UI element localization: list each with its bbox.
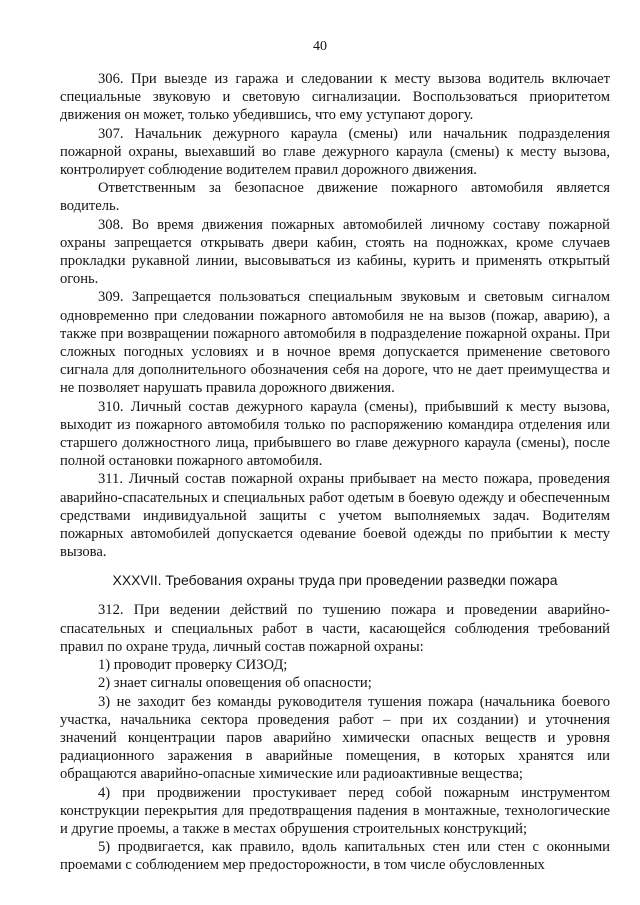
paragraph-309: 309. Запрещается пользоваться специальным звуковым и световым сигналом одновременно при следовании пожарного автомобиля не на вызов (пожар, аварию), а также при возвращении пожарного автомобиля в подразделение пожарной охраны. При сложных погодных условиях и в ночное время допускается применение светового сигнала для дополнительного обозначения себя на дороге, что не дает преимущества и не позволяет нарушать правила дорожного движения.: [60, 289, 610, 397]
list-item-3: 3) не заходит без команды руководителя тушения пожара (начальника боевого участка, начальника сектора проведения работ – при их создании) и уточнения значений концентрации паров аварийно химически опасных веществ и уровня радиационного заражения в аварийные помещения, в которых хранятся или обращаются аварийно-опасные химические или радиоактивные вещества;: [60, 693, 610, 783]
section-heading: XXXVII. Требования охраны труда при проведении разведки пожара: [112, 572, 558, 589]
paragraph-307: 307. Начальник дежурного караула (смены) или начальник подразделения пожарной охраны, выехавший во главе дежурного караула (смены) к месту вызова, контролирует соблюдение водителем правил дорожного движения.: [60, 125, 610, 179]
page-number: 40: [313, 39, 327, 54]
paragraph-driver-responsibility: Ответственным за безопасное движение пожарного автомобиля является водитель.: [60, 180, 610, 215]
paragraph-306: 306. При выезде из гаража и следовании к месту вызова водитель включает специальные звуковую и световую сигнализации. Воспользоваться приоритетом движения он может, только убедившись, что ему уступают дорогу.: [60, 71, 610, 124]
list-item-1: 1) проводит проверку СИЗОД;: [98, 657, 288, 674]
list-item-5: 5) продвигается, как правило, вдоль капитальных стен или стен с оконными проемами с соблюдением мер предосторожности, в том числе обусловленных: [60, 839, 610, 874]
list-item-2: 2) знает сигналы оповещения об опасности;: [98, 675, 372, 692]
paragraph-312: 312. При ведении действий по тушению пожара и проведении аварийно-спасательных и специальных работ в части, касающейся соблюдения требований правил по охране труда, личный состав пожарной охраны:: [60, 602, 610, 655]
list-item-4: 4) при продвижении простукивает перед собой пожарным инструментом конструкции перекрытия для предотвращения падения в монтажные, технологические и другие проемы, а также в местах обрушения строительных конструкций;: [60, 784, 610, 837]
paragraph-311: 311. Личный состав пожарной охраны прибывает на место пожара, проведения аварийно-спасательных и специальных работ одетым в боевую одежду и обеспеченным средствами индивидуальной защиты с учетом выполняемых задач. Водителям пожарных автомобилей допускается одевание боевой одежды по прибытии к месту вызова.: [60, 471, 610, 561]
document-body: [60, 70, 610, 875]
paragraph-308: 308. Во время движения пожарных автомобилей личному составу пожарной охраны запрещается открывать двери кабин, стоять на подножках, кроме случаев прокладки рукавной линии, высовываться из кабины, курить и применять открытый огонь.: [60, 216, 610, 288]
paragraph-310: 310. Личный состав дежурного караула (смены), прибывший к месту вызова, выходит из пожарного автомобиля только по распоряжению командира отделения или старшего должностного лица, прибывшего во главе дежурного караула (смены), после полной остановки пожарного автомобиля.: [60, 398, 610, 470]
